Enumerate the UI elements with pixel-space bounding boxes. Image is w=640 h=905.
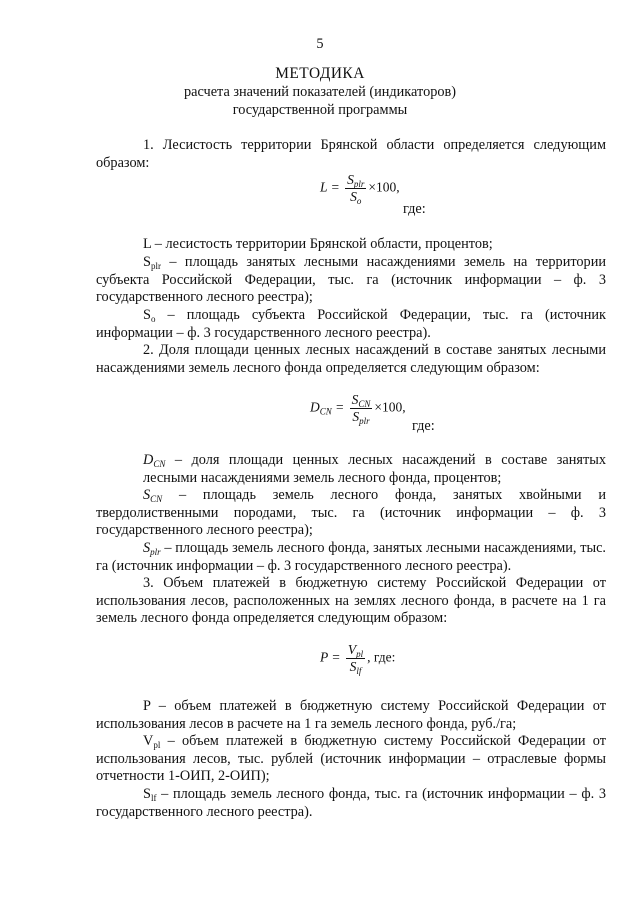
formula-3-numerator: V xyxy=(347,642,357,657)
formula-2-denominator-sub: plr xyxy=(359,416,370,426)
definition-D-CN-text: – доля площади ценных лесных насаждений в составе занятых лесными насаждениями земель лесного фонда, процентов; xyxy=(143,452,606,486)
formula-2: $D_{CN}$ = $\frac{S_{CN}}{S_{plr}}$ ×100, xyxy=(310,392,406,426)
definition-P: P – объем платежей в бюджетную систему Российской Федерации от использования лесов в расчете на 1 га земель лесного фонда, руб./га; xyxy=(96,698,606,732)
formula-3-where: , где: xyxy=(367,649,396,665)
definition-S-CN-subscript: CN xyxy=(150,494,163,504)
document-subtitle-line-2: государственной программы xyxy=(232,102,408,118)
definition-S-CN-text: – площадь земель лесного фонда, занятых хвойными и твердолиственными породами, тыс. га (источник информации – ф. 3 государственного лесного реестра); xyxy=(96,487,606,539)
definition-S-CN xyxy=(96,487,606,540)
definition-S-plr-subscript: plr xyxy=(150,261,161,271)
formula-1: L = $\frac{S_{plr}}{S_o}$ ×100, xyxy=(320,172,400,206)
formula-1-fraction xyxy=(345,172,366,205)
formula-1-numerator: S xyxy=(347,172,354,187)
definition-S-lf-text: – площадь земель лесного фонда, тыс. га (источник информации – ф. 3 государственного лесного реестра). xyxy=(96,786,606,820)
definition-S-lf-symbol: S xyxy=(143,786,151,802)
definition-D-CN-subscript: CN xyxy=(153,459,166,469)
definition-S-o xyxy=(96,307,606,342)
section-3-intro: 3. Объем платежей в бюджетную систему Российской Федерации от использования лесов, расположенных на землях лесного фонда, в расчете на 1 га земель лесного фонда определяется следующим образом: xyxy=(96,575,606,627)
definition-S-plr-2-text: – площадь земель лесного фонда, занятых лесными насаждениями, тыс. га (источник информации – ф. 3 государственного лесного реестра). xyxy=(96,540,606,574)
definition-V-pl-subscript: pl xyxy=(153,740,161,750)
section-2-intro: 2. Доля площади ценных лесных насаждений в составе занятых лесными насаждениями земель лесного фонда определяется следующим образом: xyxy=(96,342,606,376)
formula-1-numerator-sub: plr xyxy=(353,179,365,189)
page-number: 5 xyxy=(316,36,324,52)
definition-V-pl-symbol: V xyxy=(143,733,154,749)
formula-2-lhs: D xyxy=(310,399,320,415)
formula-2-denominator: S xyxy=(352,409,360,424)
definition-S-plr-2-symbol: S xyxy=(143,540,151,556)
definition-S-CN-symbol: S xyxy=(143,487,151,503)
definition-S-o-symbol: S xyxy=(143,307,151,323)
formula-3-numerator-sub: pl xyxy=(356,649,364,659)
definition-S-lf-subscript: lf xyxy=(150,793,157,803)
definition-S-lf xyxy=(96,786,606,821)
formula-3-denominator-sub: lf xyxy=(356,666,362,676)
definition-D-CN xyxy=(143,452,606,487)
formula-3: P = $\frac{V_{pl}}{S_{lf}}$ , где: xyxy=(320,642,396,676)
formula-2-numerator: S xyxy=(351,392,359,407)
definition-S-o-subscript: o xyxy=(150,314,156,324)
definition-D-CN-symbol: D xyxy=(143,452,154,468)
definition-V-pl-text: – объем платежей в бюджетную систему Российской Федерации от использования лесов, тыс. рублей (источник информации – отраслевые формы отчетности 1-ОИП, 2-ОИП); xyxy=(96,733,606,785)
formula-1-denominator: S xyxy=(350,189,357,204)
formula-3-fraction xyxy=(346,642,365,675)
formula-2-fraction xyxy=(350,392,373,425)
formula-3-lhs: P xyxy=(320,649,329,665)
formula-3-denominator: S xyxy=(349,659,357,674)
definition-S-plr-symbol: S xyxy=(143,254,151,270)
section-1-intro: 1. Лесистость территории Брянской области определяется следующим образом: xyxy=(96,137,606,171)
document-title: МЕТОДИКА xyxy=(275,65,365,82)
formula-1-lhs: L xyxy=(320,179,328,195)
formula-2-lhs-sub: CN xyxy=(319,406,332,417)
document-subtitle-line-1: расчета значений показателей (индикаторов) xyxy=(183,84,457,100)
definition-L: L – лесистость территории Брянской области, процентов; xyxy=(143,236,493,252)
formula-2-where: где: xyxy=(412,418,435,434)
formula-1-denominator-sub: o xyxy=(356,196,362,206)
definition-S-plr-2 xyxy=(96,540,606,575)
definition-V-pl xyxy=(96,733,606,786)
formula-2-numerator-sub: CN xyxy=(358,399,371,409)
formula-1-multiplier: ×100, xyxy=(368,179,400,195)
formula-2-multiplier: ×100, xyxy=(374,399,406,415)
definition-S-plr xyxy=(96,254,606,307)
formula-1-where: где: xyxy=(403,201,426,217)
definition-S-plr-text: – площадь занятых лесными насаждениями земель на территории субъекта Российской Федерации, тыс. га (источник информации – ф. 3 государственного лесного реестра); xyxy=(96,254,606,306)
definition-S-o-text: – площадь субъекта Российской Федерации, тыс. га (источник информации – ф. 3 государственного лесного реестра). xyxy=(96,307,606,341)
definition-S-plr-2-subscript: plr xyxy=(150,547,161,557)
